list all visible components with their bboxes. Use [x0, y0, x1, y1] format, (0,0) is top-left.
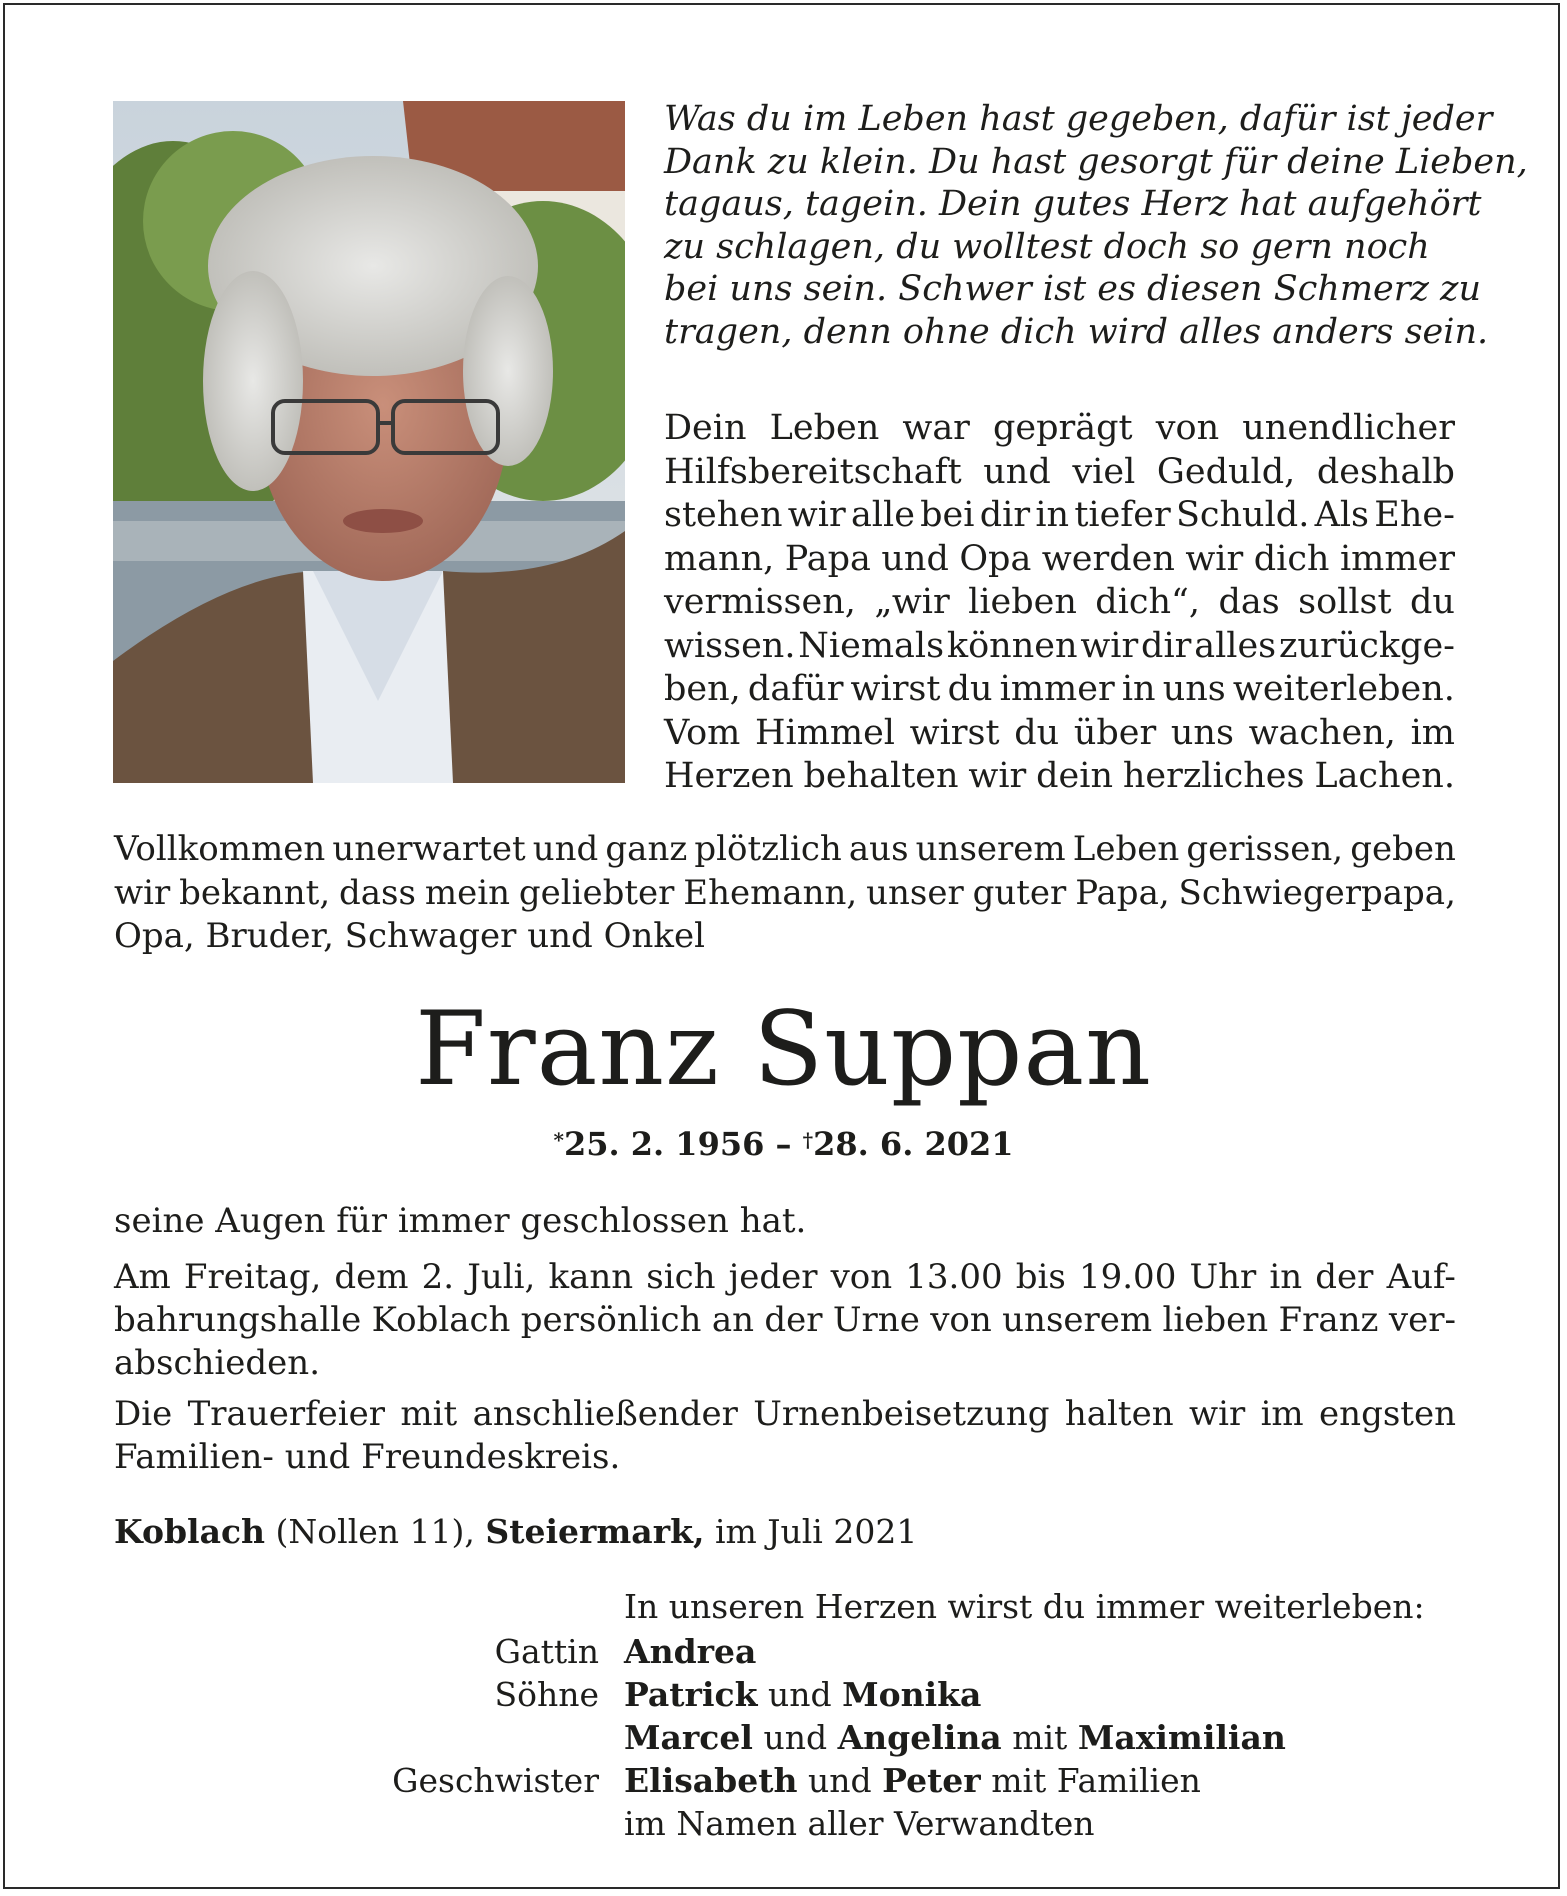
family-member: Elisabeth	[624, 1761, 798, 1800]
family-member: Patrick	[624, 1675, 758, 1714]
closed-eyes-text	[114, 1200, 1456, 1243]
family-row-siblings	[0, 1759, 1567, 1802]
family-list	[0, 1630, 1567, 1845]
tribute-line: wissen. Niemals können wir dir alles zurückge-	[664, 625, 1455, 666]
deceased-name: Franz Suppan	[415, 990, 1152, 1109]
poem-line: Was du im Leben hast gegeben, dafür ist jeder	[664, 99, 1493, 139]
closed-eyes-line: seine Augen für immer geschlossen hat.	[114, 1201, 807, 1241]
family-row-sons	[0, 1673, 1567, 1716]
tribute-line: Dein Leben war geprägt von unendlicher	[664, 408, 1455, 448]
date-separator: –	[775, 1125, 792, 1163]
memorial-poem	[664, 98, 1528, 353]
birth-date: 25. 2. 1956	[563, 1125, 765, 1163]
family-label: Gattin	[494, 1632, 599, 1671]
family-member: Andrea	[624, 1632, 757, 1671]
location-place: Koblach	[114, 1512, 266, 1551]
family-member: Peter	[882, 1761, 981, 1800]
poem-line: Dank zu klein. Du hast gesorgt für deine Lieben,	[664, 141, 1528, 182]
ceremony-line: Die Trauerfeier mit anschließender Urnenbeisetzung halten wir im engsten	[114, 1394, 1456, 1434]
location-address: (Nollen 11),	[275, 1512, 475, 1551]
tribute-line: ben, dafür wirst du immer in uns weiterleben.	[664, 669, 1455, 709]
portrait-photo-icon	[113, 101, 625, 783]
location-region: Steiermark,	[485, 1512, 705, 1551]
connector: mit	[1012, 1718, 1068, 1757]
announcement-line: Opa, Bruder, Schwager und Onkel	[114, 916, 705, 956]
tribute-line: vermissen, „wir lieben dich“, das sollst du	[664, 582, 1455, 622]
family-heading: In unseren Herzen wirst du immer weiterleben:	[624, 1587, 1425, 1626]
viewing-line: Am Freitag, dem 2. Juli, kann sich jeder von 13.00 bis 19.00 Uhr in der Auf-	[114, 1257, 1456, 1297]
relatives-text: im Namen aller Verwandten	[624, 1804, 1095, 1843]
connector: und	[767, 1675, 832, 1714]
family-label: Geschwister	[392, 1761, 599, 1800]
tribute-line: stehen wir alle bei dir in tiefer Schuld. Als Ehe-	[664, 495, 1455, 535]
location-line	[114, 1512, 917, 1552]
ceremony-line: Familien- und Freundeskreis.	[114, 1437, 621, 1477]
poem-line: zu schlagen, du wolltest doch so gern noch	[664, 226, 1430, 267]
viewing-line: bahrungshalle Koblach persönlich an der Urne von unserem lieben Franz ver-	[114, 1300, 1456, 1340]
tribute-line: Herzen behalten wir dein herzliches Lachen.	[664, 756, 1455, 796]
viewing-paragraph	[114, 1256, 1456, 1385]
poem-line: tragen, denn ohne dich wird alles anders sein.	[664, 311, 1489, 352]
tribute-paragraph	[664, 407, 1455, 799]
connector: mit Familien	[991, 1761, 1201, 1800]
family-row-sons-2	[0, 1716, 1567, 1759]
family-row-relatives	[0, 1802, 1567, 1845]
poem-line: tagaus, tagein. Dein gutes Herz hat aufgehört	[664, 184, 1482, 224]
poem-line: bei uns sein. Schwer ist es diesen Schmerz zu	[664, 269, 1482, 309]
connector: und	[763, 1718, 828, 1757]
death-mark: †	[802, 1128, 814, 1152]
viewing-line: abschieden.	[114, 1343, 321, 1383]
tribute-line: Vom Himmel wirst du über uns wachen, im	[664, 712, 1455, 753]
portrait-photo	[113, 101, 625, 783]
family-row-wife	[0, 1630, 1567, 1673]
family-member: Angelina	[837, 1718, 1002, 1757]
death-date: 28. 6. 2021	[813, 1125, 1014, 1163]
family-label: Söhne	[494, 1675, 599, 1714]
announcement-paragraph	[114, 828, 1456, 959]
location-date: im Juli 2021	[714, 1512, 918, 1551]
announcement-line: Vollkommen unerwartet und ganz plötzlich aus unserem Leben gerissen, geben	[114, 829, 1456, 869]
tribute-line: Hilfsbereitschaft und viel Geduld, deshalb	[664, 451, 1455, 492]
announcement-line: wir bekannt, dass mein geliebter Ehemann, unser guter Papa, Schwiegerpapa,	[114, 872, 1456, 913]
tribute-line: mann, Papa und Opa werden wir dich immer	[664, 538, 1455, 579]
life-dates	[0, 1124, 1567, 1164]
ceremony-paragraph	[114, 1393, 1456, 1479]
family-member: Maximilian	[1077, 1718, 1286, 1757]
birth-mark: *	[553, 1128, 564, 1152]
family-member: Monika	[842, 1675, 982, 1714]
connector: und	[808, 1761, 872, 1800]
family-member: Marcel	[624, 1718, 753, 1757]
